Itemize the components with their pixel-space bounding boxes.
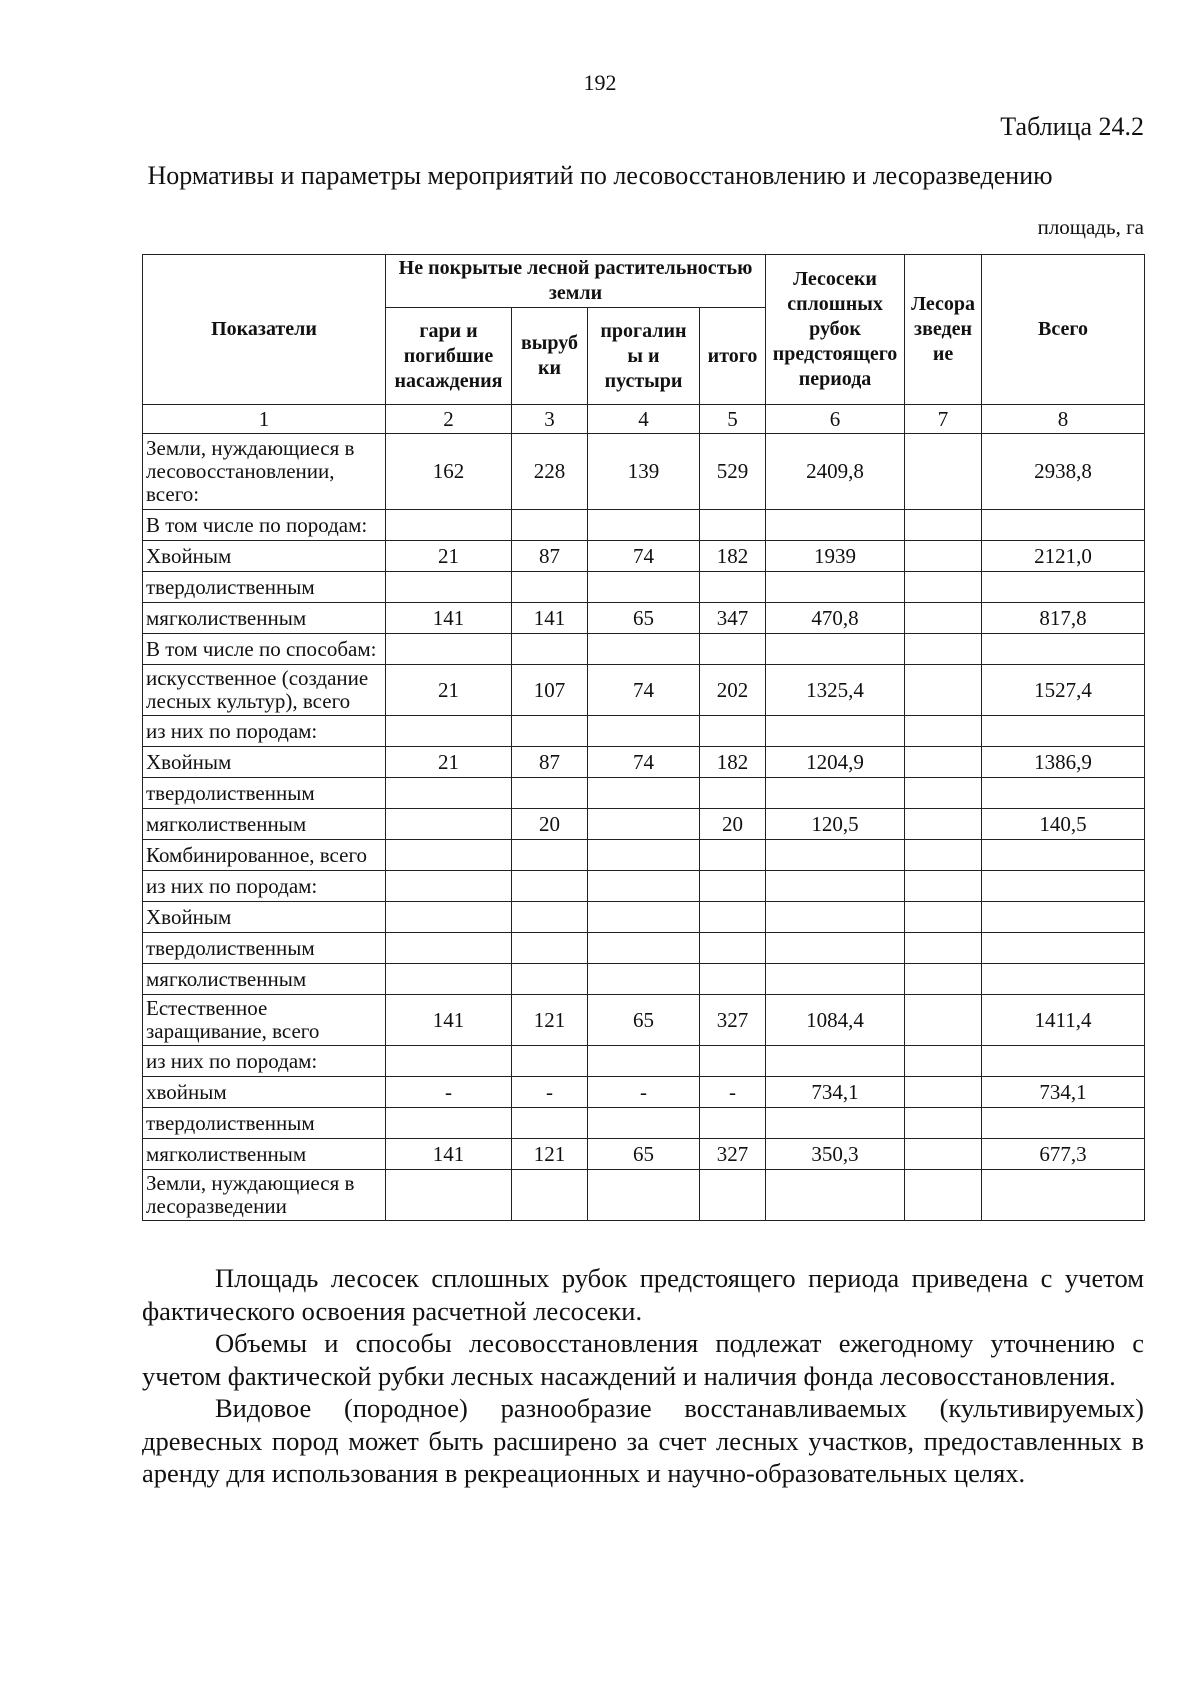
page-number: 192	[583, 70, 617, 95]
row-label: Земли, нуждающиеся в лесоразведении	[143, 1170, 386, 1221]
table-row	[143, 665, 1145, 716]
table-cell: 121	[512, 1139, 588, 1170]
table-cell: 87	[512, 541, 588, 572]
units-label: площадь, га	[1037, 215, 1144, 239]
row-label: мягколиственным	[143, 603, 386, 634]
table-cell: 21	[386, 747, 512, 778]
table-cell	[766, 1046, 905, 1077]
table-cell	[700, 1108, 766, 1139]
table-cell	[588, 809, 700, 840]
table-cell: 734,1	[982, 1077, 1145, 1108]
table-cell	[905, 716, 982, 747]
table-label: Таблица 24.2	[1000, 112, 1144, 141]
page-title: Нормативы и параметры мероприятий по лесовосстановлению и лесоразведению	[147, 161, 1053, 190]
table-cell: 140,5	[982, 809, 1145, 840]
row-label: хвойным	[143, 1077, 386, 1108]
table-cell	[982, 871, 1145, 902]
table-cell	[982, 1046, 1145, 1077]
table-cell: 21	[386, 541, 512, 572]
column-number: 6	[766, 405, 905, 434]
row-label: из них по породам:	[143, 716, 386, 747]
table-cell	[588, 1046, 700, 1077]
table-cell	[386, 964, 512, 995]
table-cell	[905, 603, 982, 634]
table-row	[143, 871, 1145, 902]
table-cell	[588, 1170, 700, 1221]
table-cell: 120,5	[766, 809, 905, 840]
table-cell	[700, 902, 766, 933]
row-label: Комбинированное, всего	[143, 840, 386, 871]
table-cell	[588, 933, 700, 964]
table-row	[143, 840, 1145, 871]
table-cell	[766, 778, 905, 809]
table-cell	[512, 1046, 588, 1077]
table-row	[143, 510, 1145, 541]
table-cell: 734,1	[766, 1077, 905, 1108]
table-cell	[982, 964, 1145, 995]
table-cell: 327	[700, 995, 766, 1046]
table-cell	[588, 964, 700, 995]
column-number: 1	[143, 405, 386, 434]
body-text	[142, 1262, 1144, 1490]
table-row	[143, 634, 1145, 665]
table-cell	[982, 778, 1145, 809]
table-cell	[982, 902, 1145, 933]
table-cell	[386, 902, 512, 933]
table-cell	[386, 1046, 512, 1077]
table-cell	[512, 871, 588, 902]
table-cell	[700, 716, 766, 747]
table-cell	[588, 716, 700, 747]
table-cell	[512, 964, 588, 995]
table-cell	[512, 902, 588, 933]
table-cell	[588, 634, 700, 665]
table-cell	[588, 1108, 700, 1139]
row-label: твердолиственным	[143, 572, 386, 603]
header-row-top	[143, 255, 1145, 308]
table-cell	[982, 572, 1145, 603]
paragraph: Объемы и способы лесовосстановления подлежат ежегодному уточнению с учетом фактической рубки лесных насаждений и наличия фонда лесовосстановления.	[142, 1328, 1144, 1391]
table-cell	[700, 572, 766, 603]
table-cell: 74	[588, 747, 700, 778]
table-cell	[386, 1108, 512, 1139]
table-cell: 1204,9	[766, 747, 905, 778]
table-cell: 107	[512, 665, 588, 716]
table-cell	[766, 871, 905, 902]
row-label: В том числе по породам:	[143, 510, 386, 541]
table-cell: 121	[512, 995, 588, 1046]
table-row	[143, 716, 1145, 747]
table-cell: -	[512, 1077, 588, 1108]
row-label: твердолиственным	[143, 778, 386, 809]
table-cell	[905, 510, 982, 541]
table-cell	[905, 572, 982, 603]
table-cell	[512, 510, 588, 541]
table-cell	[905, 434, 982, 510]
table-cell	[700, 871, 766, 902]
table-row	[143, 572, 1145, 603]
table-cell	[386, 572, 512, 603]
table-cell	[905, 541, 982, 572]
table-cell: 2121,0	[982, 541, 1145, 572]
header-burns: гари и погибшие насаждения	[386, 308, 512, 405]
table-cell	[905, 747, 982, 778]
norms-table	[142, 254, 1145, 1221]
table-cell	[386, 716, 512, 747]
table-cell	[386, 840, 512, 871]
table-cell: 529	[700, 434, 766, 510]
table-cell: 139	[588, 434, 700, 510]
table-cell: 350,3	[766, 1139, 905, 1170]
row-label: Хвойным	[143, 747, 386, 778]
table-cell	[512, 572, 588, 603]
table-cell	[512, 933, 588, 964]
table-cell	[766, 902, 905, 933]
row-label: из них по породам:	[143, 1046, 386, 1077]
table-row	[143, 1108, 1145, 1139]
table-cell	[386, 778, 512, 809]
table-cell: 1325,4	[766, 665, 905, 716]
table-cell	[766, 572, 905, 603]
row-label: В том числе по способам:	[143, 634, 386, 665]
table-cell: 87	[512, 747, 588, 778]
table-cell	[982, 1108, 1145, 1139]
table-row	[143, 1077, 1145, 1108]
table-cell	[766, 716, 905, 747]
row-label: твердолиственным	[143, 1108, 386, 1139]
table-cell	[386, 809, 512, 840]
table-cell	[905, 1077, 982, 1108]
table-cell: 817,8	[982, 603, 1145, 634]
table-cell	[982, 1170, 1145, 1221]
table-cell	[905, 1046, 982, 1077]
table-cell	[386, 634, 512, 665]
table-cell	[700, 1046, 766, 1077]
header-glades: прогалин ы и пустыри	[588, 308, 700, 405]
table-cell: 470,8	[766, 603, 905, 634]
table-cell: 202	[700, 665, 766, 716]
table-cell: 141	[512, 603, 588, 634]
table-cell	[700, 634, 766, 665]
row-label: Естественное заращивание, всего	[143, 995, 386, 1046]
table-cell	[905, 902, 982, 933]
table-cell: 2938,8	[982, 434, 1145, 510]
table-row	[143, 434, 1145, 510]
column-number: 4	[588, 405, 700, 434]
table-cell: 1939	[766, 541, 905, 572]
table-cell	[766, 964, 905, 995]
table-cell: 65	[588, 603, 700, 634]
table-cell	[982, 933, 1145, 964]
table-cell	[905, 778, 982, 809]
table-cell: 141	[386, 1139, 512, 1170]
column-numbers-row	[143, 405, 1145, 434]
table-cell	[700, 840, 766, 871]
header-clearings: выруб ки	[512, 308, 588, 405]
table-cell	[905, 995, 982, 1046]
table-cell	[588, 840, 700, 871]
table-cell	[512, 634, 588, 665]
table-row	[143, 747, 1145, 778]
row-label: мягколиственным	[143, 964, 386, 995]
table-cell	[905, 809, 982, 840]
table-row	[143, 778, 1145, 809]
table-cell: 74	[588, 665, 700, 716]
header-subtotal: итого	[700, 308, 766, 405]
table-row	[143, 964, 1145, 995]
row-label: Хвойным	[143, 541, 386, 572]
table-cell	[588, 778, 700, 809]
table-cell	[588, 572, 700, 603]
table-cell: 1411,4	[982, 995, 1145, 1046]
table-cell	[982, 510, 1145, 541]
table-cell: 1386,9	[982, 747, 1145, 778]
table-cell: 182	[700, 541, 766, 572]
row-label: искусственное (создание лесных культур), всего	[143, 665, 386, 716]
table-cell: 327	[700, 1139, 766, 1170]
table-row	[143, 902, 1145, 933]
column-number: 7	[905, 405, 982, 434]
table-cell	[588, 510, 700, 541]
table-cell: 21	[386, 665, 512, 716]
table-cell	[766, 1170, 905, 1221]
row-label: твердолиственным	[143, 933, 386, 964]
header-unforested-group: Не покрытые лесной растительностью земли	[386, 255, 766, 308]
table-row	[143, 995, 1145, 1046]
table-row	[143, 603, 1145, 634]
table-cell	[512, 716, 588, 747]
table-cell	[512, 778, 588, 809]
table-cell	[386, 1170, 512, 1221]
table-row	[143, 809, 1145, 840]
table-cell: 141	[386, 603, 512, 634]
table-cell	[512, 1170, 588, 1221]
table-cell	[905, 840, 982, 871]
table-row	[143, 1046, 1145, 1077]
table-cell	[905, 665, 982, 716]
table-cell	[700, 778, 766, 809]
table-cell	[512, 840, 588, 871]
table-cell: 162	[386, 434, 512, 510]
table-cell	[588, 902, 700, 933]
table-cell: 347	[700, 603, 766, 634]
table-body	[143, 434, 1145, 1221]
table-cell	[905, 1170, 982, 1221]
table-cell: -	[588, 1077, 700, 1108]
table-cell: -	[700, 1077, 766, 1108]
table-cell: -	[386, 1077, 512, 1108]
column-number: 2	[386, 405, 512, 434]
header-afforestation: Лесора зведен ие	[905, 255, 982, 405]
table-cell	[766, 634, 905, 665]
table-row	[143, 1170, 1145, 1221]
table-cell: 1084,4	[766, 995, 905, 1046]
paragraph: Видовое (породное) разнообразие восстанавливаемых (культивируемых) древесных пород может быть расширено за счет лесных участков, предоставленных в аренду для использования в рекреационных и научно-образовательных целях.	[142, 1393, 1144, 1488]
row-label: Земли, нуждающиеся в лесовосстановлении, всего:	[143, 434, 386, 510]
table-cell: 20	[700, 809, 766, 840]
header-total: Всего	[982, 255, 1145, 405]
table-cell	[700, 933, 766, 964]
table-cell	[386, 510, 512, 541]
table-cell: 65	[588, 1139, 700, 1170]
column-number: 8	[982, 405, 1145, 434]
table-cell: 20	[512, 809, 588, 840]
table-cell	[982, 634, 1145, 665]
table-row	[143, 1139, 1145, 1170]
table-cell: 1527,4	[982, 665, 1145, 716]
table-cell	[905, 964, 982, 995]
table-cell	[700, 1170, 766, 1221]
table-cell	[386, 933, 512, 964]
table-cell	[905, 933, 982, 964]
paragraph: Площадь лесосек сплошных рубок предстоящего периода приведена с учетом фактического освоения расчетной лесосеки.	[142, 1263, 1144, 1326]
row-label: из них по породам:	[143, 871, 386, 902]
table-cell	[905, 871, 982, 902]
table-cell	[982, 840, 1145, 871]
table-cell	[588, 871, 700, 902]
table-cell	[982, 716, 1145, 747]
table-cell	[766, 933, 905, 964]
row-label: мягколиственным	[143, 1139, 386, 1170]
table-cell	[700, 510, 766, 541]
table-cell	[700, 964, 766, 995]
table-cell	[512, 1108, 588, 1139]
table-cell: 141	[386, 995, 512, 1046]
table-cell	[766, 840, 905, 871]
table-cell	[386, 871, 512, 902]
table-cell: 182	[700, 747, 766, 778]
column-number: 3	[512, 405, 588, 434]
column-number: 5	[700, 405, 766, 434]
row-label: мягколиственным	[143, 809, 386, 840]
table-cell: 2409,8	[766, 434, 905, 510]
table-cell: 677,3	[982, 1139, 1145, 1170]
table-row	[143, 933, 1145, 964]
table-cell: 65	[588, 995, 700, 1046]
table-cell: 228	[512, 434, 588, 510]
table-cell	[766, 1108, 905, 1139]
table-cell	[905, 1139, 982, 1170]
table-cell	[905, 634, 982, 665]
table-cell: 74	[588, 541, 700, 572]
table-row	[143, 541, 1145, 572]
header-indicators: Показатели	[143, 255, 386, 405]
table-cell	[766, 510, 905, 541]
header-clearcut-areas: Лесосеки сплошных рубок предстоящего периода	[766, 255, 905, 405]
row-label: Хвойным	[143, 902, 386, 933]
table-cell	[905, 1108, 982, 1139]
